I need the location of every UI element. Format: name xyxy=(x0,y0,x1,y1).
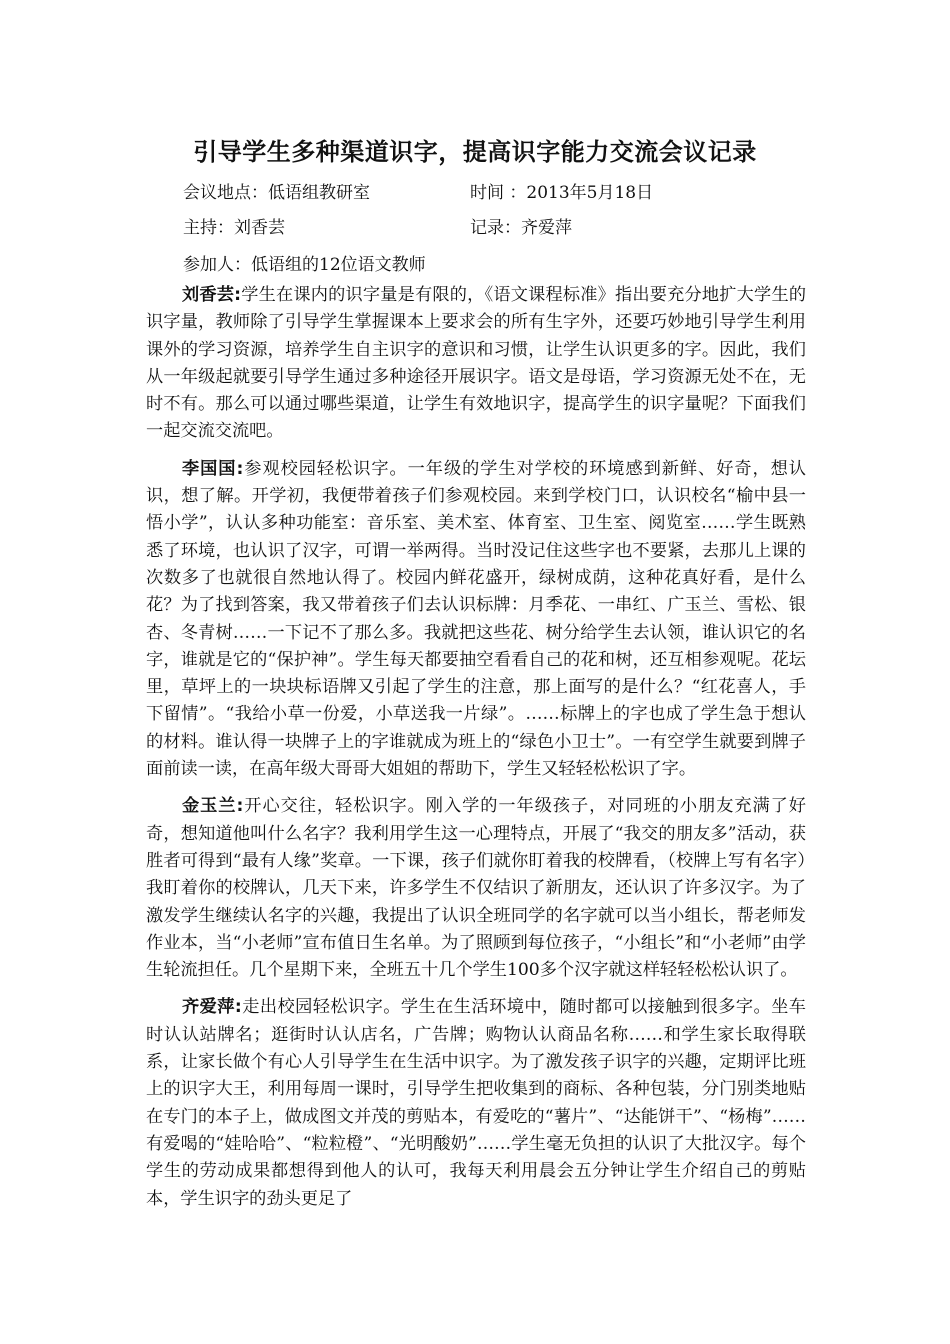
paragraph-text: 参观校园轻松识字。一年级的学生对学校的环境感到新鲜、好奇，想认识，想了解。开学初，我便带着孩子们参观校园。来到学校门口，认识校名“榆中县一悟小学”，认认多种功能室：音乐室、美术室、体育室、卫生室、阅览室……学生既熟悉了环境，也认识了汉字，可谓一举两得。当时没记住这些字也不要紧，去那儿上课的次数多了也就很自然地认得了。校园内鲜花盛开，绿树成荫，这种花真好看，是什么花？为了找到答案，我又带着孩子们去认识标牌：月季花、一串红、广玉兰、雪松、银杏、冬青树……一下记不了那么多。我就把这些花、树分给学生去认领，谁认识它的名字，谁就是它的“保护神”。学生每天都要抽空看看自己的花和树，还互相参观呢。花坛里，草坪上的一块块标语牌又引起了学生的注意，那上面写的是什么？“红花喜人，手下留情”。“我给小草一份爱，小草送我一片绿”。……标牌上的字也成了学生急于想认的材料。谁认得一块牌子上的字谁就成为班上的“绿色小卫士”。一有空学生就要到牌子面前读一读，在高年级大哥哥大姐姐的帮助下，学生又轻轻松松识了字。 xyxy=(146,458,806,780)
meeting-participants: 参加人：低语组的12位语文教师 xyxy=(183,255,426,275)
paragraph-text: 开心交往，轻松识字。刚入学的一年级孩子，对同班的小朋友充满了好奇，想知道他叫什么名字？我利用学生这一心理特点，开展了“我交的朋友多”活动，获胜者可得到“最有人缘”奖章。一下课，孩子们就你盯着我的校牌看，（校牌上写有名字）我盯着你的校牌认，几天下来，许多学生不仅结识了新朋友，还认识了许多汉字。为了激发学生继续认名字的兴趣，我提出了认识全班同学的名字就可以当小组长，帮老师发作业本，当“小老师”宣布值日生名单。为了照顾到每位孩子，“小组长”和“小老师”由学生轮流担任。几个星期下来，全班五十几个学生100多个汉字就这样轻轻松松认识了。 xyxy=(146,796,806,981)
meeting-location: 会议地点：低语组教研室 xyxy=(183,183,370,203)
meeting-time: 时间 ：2013年5月18日 xyxy=(470,183,654,203)
speaker-name: 李国国: xyxy=(182,458,244,479)
speaker-name: 齐爱萍: xyxy=(182,997,242,1018)
meeting-host: 主持：刘香芸 xyxy=(183,218,285,238)
minutes-body xyxy=(146,282,806,1223)
paragraph-text: 走出校园轻松识字。学生在生活环境中，随时都可以接触到很多字。坐车时认认站牌名；逛街时认认店名，广告牌；购物认认商品名称……和学生家长取得联系，让家长做个有心人引导学生在生活中识字。为了激发孩子识字的兴趣，定期评比班上的识字大王，利用每周一课时，引导学生把收集到的商标、各种包装，分门别类地贴在专门的本子上，做成图文并茂的剪贴本，有爱吃的“薯片”、“达能饼干”、“杨梅”……有爱喝的“娃哈哈”、“粒粒橙”、“光明酸奶”……学生毫无负担的认识了大批汉字。每个学生的劳动成果都想得到他人的认可，我每天利用晨会五分钟让学生介绍自己的剪贴本，学生识字的劲头更足了 xyxy=(146,997,806,1209)
paragraph-li xyxy=(146,456,806,784)
paragraph-liu xyxy=(146,282,806,446)
document-title: 引导学生多种渠道识字，提高识字能力交流会议记录 xyxy=(193,138,757,166)
paragraph-jin xyxy=(146,793,806,984)
speaker-name: 刘香芸: xyxy=(182,285,242,305)
paragraph-qi xyxy=(146,994,806,1212)
meeting-recorder: 记录：齐爱萍 xyxy=(470,218,572,238)
paragraph-text: 学生在课内的识字量是有限的，《语文课程标准》指出要充分地扩大学生的识字量，教师除了引导学生掌握课本上要求会的所有生字外，还要巧妙地引导学生利用课外的学习资源，培养学生自主识字的意识和习惯，让学生认识更多的字。因此，我们从一年级起就要引导学生通过多种途径开展识字。语文是母语，学习资源无处不在，无时不有。那么可以通过哪些渠道，让学生有效地识字，提高学生的识字量呢？下面我们一起交流交流吧。 xyxy=(146,285,807,442)
speaker-name: 金玉兰: xyxy=(182,796,244,817)
